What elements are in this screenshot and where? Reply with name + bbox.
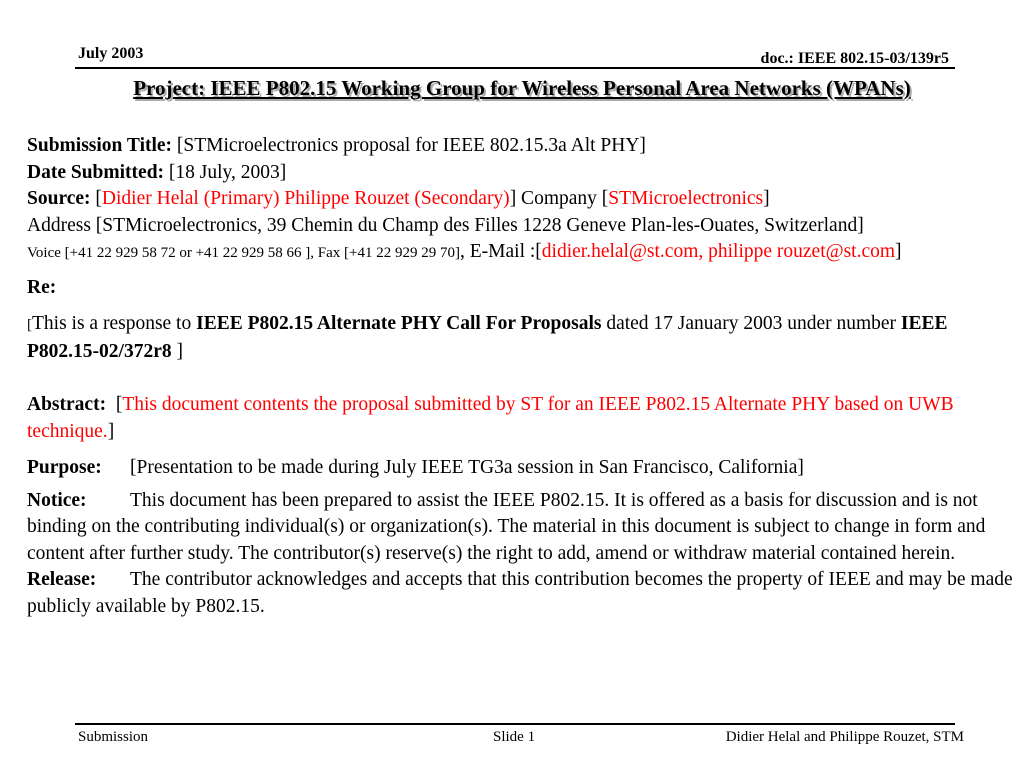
abstract-line	[27, 392, 1017, 445]
email-value: didier.helal@st.com, philippe rouzet@st.com	[541, 241, 896, 262]
footer-divider	[75, 723, 955, 725]
re-label: Re:	[27, 276, 57, 298]
re-doc-ref: IEEE P802.15-02/372r8	[27, 313, 948, 362]
date-submitted-line	[27, 160, 1017, 187]
purpose-line	[27, 455, 1017, 482]
source-company-prefix: ] Company [	[509, 188, 609, 209]
re-label-line	[27, 275, 1017, 302]
purpose-text: [Presentation to be made during July IEEE TG3a session in San Francisco, California]	[130, 457, 804, 478]
slide-number: Slide 1	[493, 729, 536, 745]
voice-fax: Voice [+41 22 929 58 72 or +41 22 929 58 66 ], Fax [+41 22 929 29 70]	[27, 245, 460, 261]
source-names: Didier Helal (Primary) Philippe Rouzet (Secondary)	[101, 188, 510, 209]
address-line: Address [STMicroelectronics, 39 Chemin du Champ des Filles 1228 Geneve Plan-les-Ouates, Switzerland]	[27, 214, 864, 236]
abstract-label: Abstract:	[27, 394, 107, 415]
header-doc-id: doc.: IEEE 802.15-03/139r5	[760, 50, 949, 67]
notice-text: This document has been prepared to assist the IEEE P802.15. It is offered as a basis for discussion and is not binding on the contributing individual(s) or organization(s). The material in this document is subject to change in form and content after further study. The contributor(s) reserve(s) the right to add, amend or withdraw material contained herein.	[27, 489, 986, 564]
notice-line	[27, 488, 1017, 568]
release-label: Release:	[27, 569, 97, 590]
date-submitted-value: [18 July, 2003]	[168, 161, 287, 183]
abstract-text: This document contents the proposal submitted by ST for an IEEE P802.15 Alternate PHY based on UWB technique.	[27, 394, 954, 442]
abstract-open: [	[115, 394, 123, 415]
release-text: The contributor acknowledges and accepts that this contribution becomes the property of IEEE and may be made publicly available by P802.15.	[27, 569, 1013, 617]
source-open-bracket: [	[95, 188, 102, 209]
date-submitted-label: Date Submitted:	[27, 161, 165, 183]
source-label: Source:	[27, 188, 91, 209]
email-close: ]	[895, 241, 902, 262]
submission-title-label: Submission Title:	[27, 135, 173, 156]
re-text-2: dated 17 January 2003 under number	[601, 313, 901, 334]
header-divider	[75, 67, 955, 69]
re-text-1: This is a response to	[32, 313, 197, 334]
source-company: STMicroelectronics	[608, 188, 764, 209]
release-line	[27, 567, 1017, 620]
footer-authors: Didier Helal and Philippe Rouzet, STM	[725, 729, 964, 745]
document-body	[27, 133, 1017, 620]
source-line	[27, 186, 1017, 213]
purpose-label: Purpose:	[27, 457, 102, 478]
email-prefix: , E-Mail :[	[460, 241, 542, 262]
re-text-3: ]	[171, 340, 183, 362]
submission-title-line	[27, 133, 1017, 160]
re-text	[27, 311, 1017, 365]
header-date: July 2003	[78, 45, 144, 62]
abstract-close: ]	[107, 420, 115, 442]
re-open-bracket: [	[27, 317, 32, 333]
source-close-bracket: ]	[763, 188, 770, 209]
footer-left: Submission	[78, 729, 149, 745]
re-cfp-ref: IEEE P802.15 Alternate PHY Call For Proposals	[196, 313, 602, 334]
notice-label: Notice:	[27, 489, 87, 511]
contact-line	[27, 239, 1017, 267]
page-title: Project: IEEE P802.15 Working Group for Wireless Personal Area Networks (WPANs)	[133, 76, 911, 100]
submission-title-value: [STMicroelectronics proposal for IEEE 802.15.3a Alt PHY]	[176, 135, 646, 156]
